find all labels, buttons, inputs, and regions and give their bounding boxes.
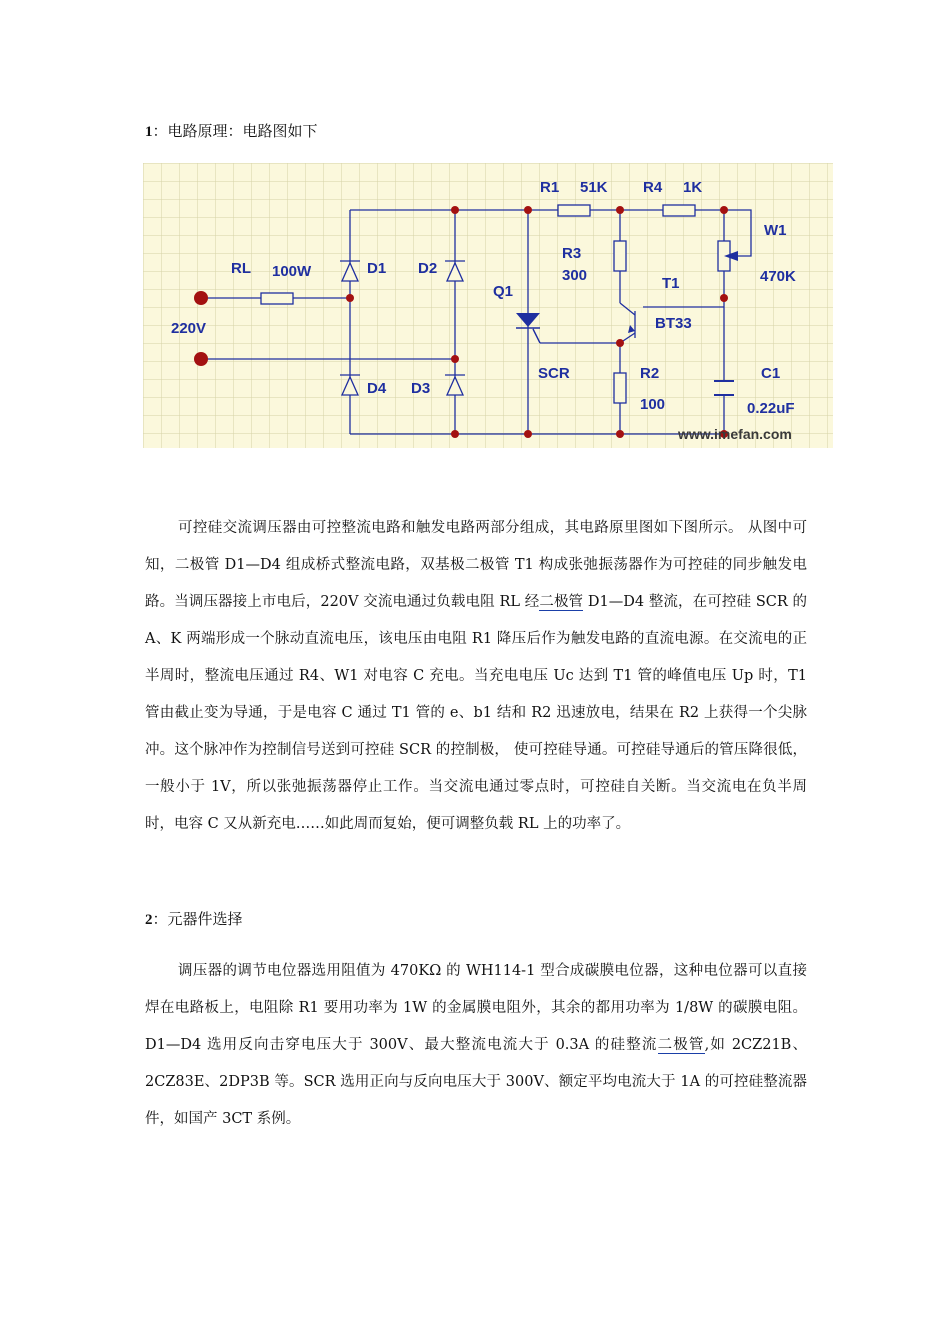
- label-r2-value: 100: [640, 396, 666, 413]
- label-w1-value: 470K: [760, 268, 796, 285]
- label-r3: R3: [562, 245, 582, 262]
- label-d1: D1: [367, 260, 387, 277]
- label-q1: Q1: [493, 283, 514, 300]
- section-2-heading: [145, 908, 243, 929]
- circuit-schematic: [143, 163, 833, 448]
- paragraph-components-text-a: 调压器的调节电位器选用阻值为 470KΩ 的 WH114-1 型合成碳膜电位器，这种电位器可以直接焊在电路板上，电阻除 R1 要用功率为 1W 的金属膜电阻外，其余的都用功率为 1/8W 的碳膜电阻。D1—D4 选用反向击穿电压大于 300V、最大整流电流大于 0.3A 的硅整流: [145, 963, 807, 1053]
- watermark: www.imefan.com: [678, 426, 792, 442]
- label-r4-value: 1K: [683, 179, 703, 196]
- resistor-r2: [614, 373, 626, 403]
- link-diode-2[interactable]: 二极管: [657, 1037, 705, 1053]
- label-r1-value: 51K: [580, 179, 608, 196]
- section-1-number: 1: [145, 124, 153, 140]
- resistor-rl: [261, 293, 293, 304]
- resistor-r3: [614, 241, 626, 271]
- paragraph-components: [145, 953, 807, 1138]
- section-1-heading: [145, 120, 318, 141]
- label-c1: C1: [761, 365, 781, 382]
- label-220v: 220V: [171, 320, 207, 337]
- schematic-svg: [143, 163, 833, 448]
- label-c1-value: 0.22uF: [747, 400, 795, 417]
- resistor-r4: [663, 205, 695, 216]
- label-rl: RL: [231, 260, 251, 277]
- label-t1: T1: [662, 275, 680, 292]
- label-r4: R4: [643, 179, 663, 196]
- section-2-number: 2: [145, 912, 153, 928]
- link-diode-1[interactable]: 二极管: [539, 594, 584, 610]
- label-d4: D4: [367, 380, 387, 397]
- label-t1-type: BT33: [655, 315, 692, 332]
- label-r1: R1: [540, 179, 560, 196]
- label-d2: D2: [418, 260, 438, 277]
- paragraph-principle-text-b: D1—D4 整流，在可控硅 SCR 的 A、K 两端形成一个脉动直流电压，该电压由电阻 R1 降压后作为触发电路的直流电源。在交流电的正半周时，整流电压通过 R4、W1 对电容 C 充电。当充电电压 Uc 达到 T1 管的峰值电压 Up 时，T1 管由截止变为导通，于是电容 C 通过 T1 管的 e、b1 结和 R2 迅速放电，结果在 R2 上获得一个尖脉冲。这个脉冲作为控制信号送到可控硅 SCR 的控制极， 使可控硅导通。可控硅导通后的管压降很低，一般小于 1V，所以张弛振荡器停止工作。当交流电通过零点时，可控硅自关断。当交流电在负半周时，电容 C 又从新充电……如此周而复始，便可调整负载 RL 上的功率了。: [145, 594, 807, 832]
- label-d3: D3: [411, 380, 431, 397]
- label-r2: R2: [640, 365, 660, 382]
- section-2-title: ：元器件选择: [152, 910, 243, 928]
- paragraph-principle: [145, 510, 807, 843]
- label-scr: SCR: [538, 365, 570, 382]
- label-w1: W1: [764, 222, 787, 239]
- label-rl-value: 100W: [272, 263, 312, 280]
- paragraph-components-text-b: ,如 2CZ21B、2CZ83E、2DP3B 等。SCR 选用正向与反向电压大于 300V、额定平均电流大于 1A 的可控硅整流器件，如国产 3CT 系例。: [145, 1037, 807, 1127]
- resistor-r1: [558, 205, 590, 216]
- section-1-title: ：电路原理：电路图如下: [152, 122, 318, 140]
- label-r3-value: 300: [562, 267, 588, 284]
- paragraph-principle-text-a: 可控硅交流调压器由可控整流电路和触发电路两部分组成，其电路原里图如下图所示。 从图中可知，二极管 D1—D4 组成桥式整流电路，双基极二极管 T1 构成张弛振荡器作为可控硅的同步触发电路。当调压器接上市电后，220V 交流电通过负载电阻 RL 经: [145, 520, 807, 610]
